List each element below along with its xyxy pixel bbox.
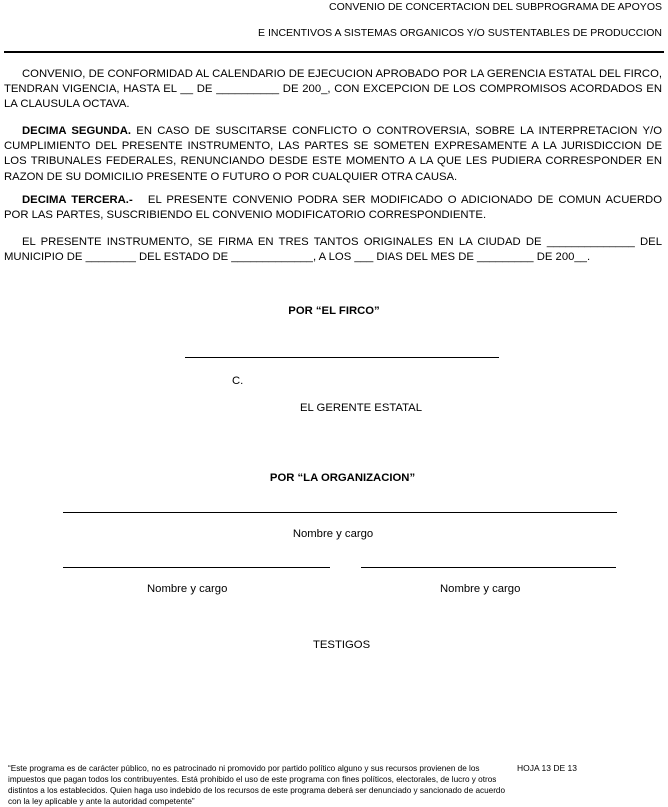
page-number: HOJA 13 DE 13	[517, 763, 578, 773]
org-heading: POR “LA ORGANIZACION”	[269, 472, 416, 484]
clause-decima-segunda	[4, 124, 662, 185]
firco-signature-line	[185, 357, 499, 358]
org-signer-label: Nombre y cargo	[292, 528, 374, 540]
clause-firma-text: EL PRESENTE INSTRUMENTO, SE FIRMA EN TRES TANTOS ORIGINALES EN LA CIUDAD DE ______________ DEL MUNICIPIO DE ________ DEL ESTADO DE _____________, A LOS ___ DIAS DEL MES DE _________ DE 200__.	[4, 236, 662, 264]
firco-heading: POR “EL FIRCO”	[288, 305, 380, 317]
clause-firma	[4, 235, 662, 265]
witness-right-signature-line	[361, 567, 616, 568]
clause-decima-tercera-title: DECIMA TERCERA.-	[22, 194, 133, 206]
clause-decima-tercera-text: EL PRESENTE CONVENIO PODRA SER MODIFICADO O ADICIONADO DE COMUN ACUERDO POR LAS PARTES, SUSCRIBIENDO EL CONVENIO MODIFICATORIO CORRESPONDIENTE.	[4, 194, 662, 222]
witnesses-heading: TESTIGOS	[313, 639, 371, 651]
clause-decima-segunda-title: DECIMA SEGUNDA.	[22, 125, 132, 137]
witness-right-label: Nombre y cargo	[440, 583, 521, 595]
witness-left-label: Nombre y cargo	[147, 583, 228, 595]
header-line-1: CONVENIO DE CONCERTACION DEL SUBPROGRAMA DE APOYOS	[329, 1, 662, 13]
header-divider	[4, 51, 664, 53]
header-line-2: E INCENTIVOS A SISTEMAS ORGANICOS Y/O SUSTENTABLES DE PRODUCCION	[258, 27, 662, 39]
clause-vigencia	[4, 67, 662, 113]
footer-disclaimer: “Este programa es de carácter público, no es patrocinado ni promovido por partido político alguno y sus recursos provienen de los impuestos que pagan todos los contribuyentes. Está prohibido el uso de este programa con fines políticos, electorales, de lucro y otros distintos a los establecidos. Quien haga uso indebido de los recursos de este programa deberá ser denunciado y sancionado de acuerdo con la ley aplicable y ante la autoridad competente”	[8, 764, 506, 806]
firco-signer-role: EL GERENTE ESTATAL	[300, 402, 422, 414]
org-signature-line	[63, 512, 617, 513]
clause-decima-segunda-text: EN CASO DE SUSCITARSE CONFLICTO O CONTROVERSIA, SOBRE LA INTERPRETACION Y/O CUMPLIMIENTO DEL PRESENTE INSTRUMENTO, LAS PARTES SE SOMETEN EXPRESAMENTE A LA JURISDICCION DE LOS TRIBUNALES FEDERALES, RENUNCIANDO DESDE ESTE MOMENTO A LA QUE LES PUDIERA CORRESPONDER EN RAZON DE SU DOMICILIO PRESENTE O FUTURO O POR CUALQUIER OTRA CAUSA.	[4, 125, 662, 183]
firco-signer-prefix: C.	[232, 375, 244, 387]
clause-decima-tercera	[4, 193, 662, 223]
clause-vigencia-text: CONVENIO, DE CONFORMIDAD AL CALENDARIO DE EJECUCION APROBADO POR LA GERENCIA ESTATAL DEL FIRCO, TENDRAN VIGENCIA, HASTA EL __ DE __________ DE 200_, CON EXCEPCION DE LOS COMPROMISOS ACORDADOS EN LA CLAUSULA OCTAVA.	[4, 68, 662, 111]
witness-left-signature-line	[63, 567, 330, 568]
